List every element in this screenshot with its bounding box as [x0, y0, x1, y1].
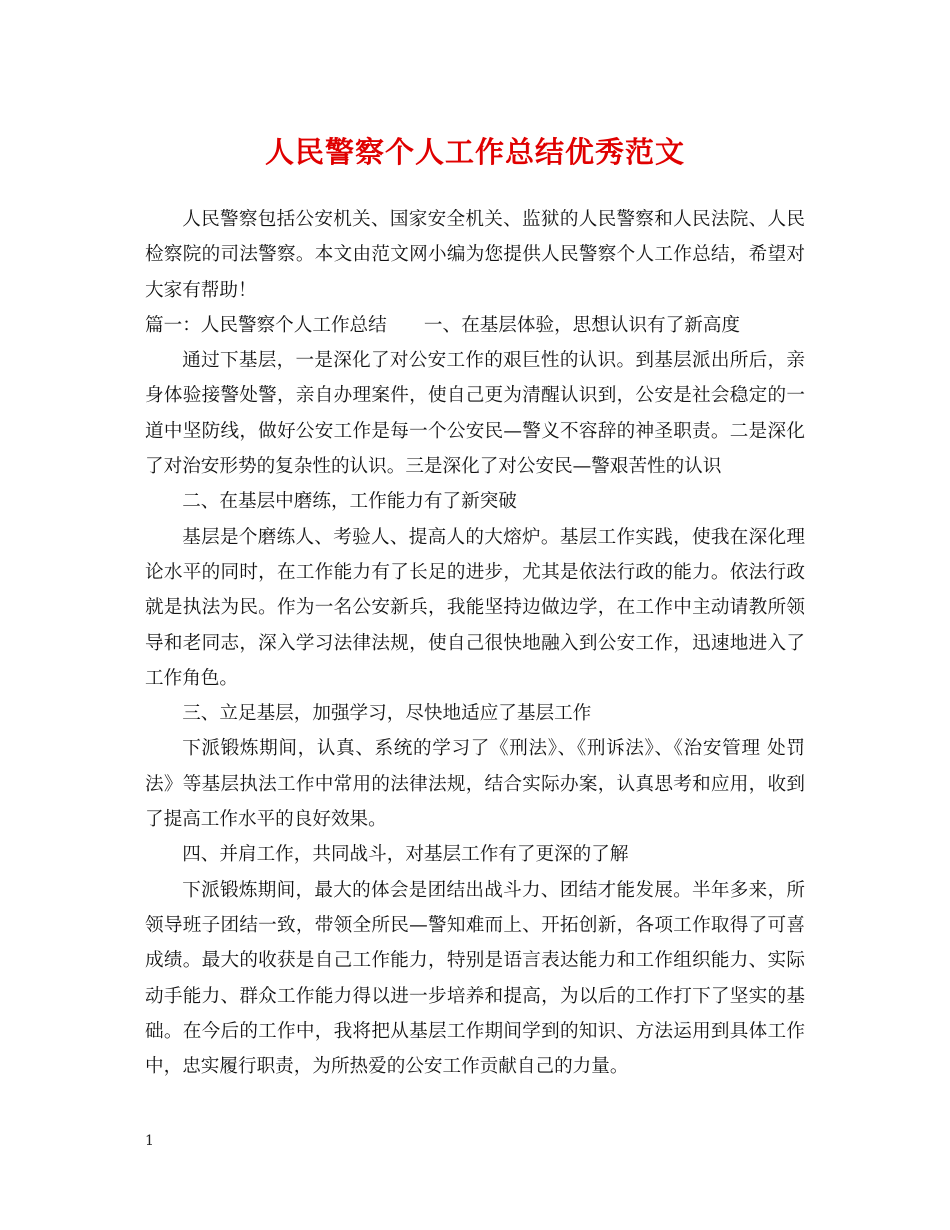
- section-heading-2: 二、在基层中磨练，工作能力有了新突破: [182, 491, 517, 513]
- section-heading-3: 三、立足基层，加强学习，尽快地适应了基层工作: [182, 703, 592, 725]
- intro-paragraph: 人民警察包括公安机关、国家安全机关、监狱的人民警察和人民法院、人民检察院的司法警察。本文由范文网小编为您提供人民警察个人工作总结，希望对大家有帮助！: [145, 209, 805, 301]
- body-paragraph-4: 下派锻炼期间，最大的体会是团结出战斗力、团结才能发展。半年多来，所领导班子团结一致，带领全所民—警知难而上、开拓创新，各项工作取得了可喜成绩。最大的收获是自己工作能力，特别是语言表达能力和工作组织能力、实际动手能力、群众工作能力得以进一步培养和提高，为以后的工作打下了坚实的基础。在今后的工作中，我将把从基层工作期间学到的知识、方法运用到具体工作中，忠实履行职责，为所热爱的公安工作贡献自己的力量。: [145, 879, 805, 1078]
- section-heading-4: 四、并肩工作，共同战斗，对基层工作有了更深的了解: [182, 844, 629, 866]
- body-paragraph-1: 通过下基层，一是深化了对公安工作的艰巨性的认识。到基层派出所后，亲身体验接警处警，亲自办理案件，使自己更为清醒认识到，公安是社会稳定的一道中坚防线，做好公安工作是每一个公安民—警义不容辞的神圣职责。二是深化了对治安形势的复杂性的认识。三是深化了对公安民—警艰苦性的认识: [145, 350, 805, 478]
- body-paragraph-3: 下派锻炼期间，认真、系统的学习了《刑法》、《刑诉法》、《治安管理 处罚法》等基层执法工作中常用的法律法规，结合实际办案，认真思考和应用，收到了提高工作水平的良好效果。: [145, 738, 805, 831]
- section-heading-part-one: 篇一：人民警察个人工作总结 一、在基层体验，思想认识有了新高度: [145, 314, 741, 336]
- body-paragraph-2: 基层是个磨练人、考验人、提高人的大熔炉。基层工作实践，使我在深化理论水平的同时，在工作能力有了长足的进步，尤其是依法行政的能力。依法行政就是执法为民。作为一名公安新兵，我能坚持边做边学，在工作中主动请教所领导和老同志，深入学习法律法规，使自己很快地融入到公安工作，迅速地进入了工作角色。: [145, 526, 805, 689]
- document-title: 人民警察个人工作总结优秀范文: [264, 135, 685, 169]
- document-body: [145, 202, 805, 1084]
- page-number: 1: [145, 1133, 154, 1149]
